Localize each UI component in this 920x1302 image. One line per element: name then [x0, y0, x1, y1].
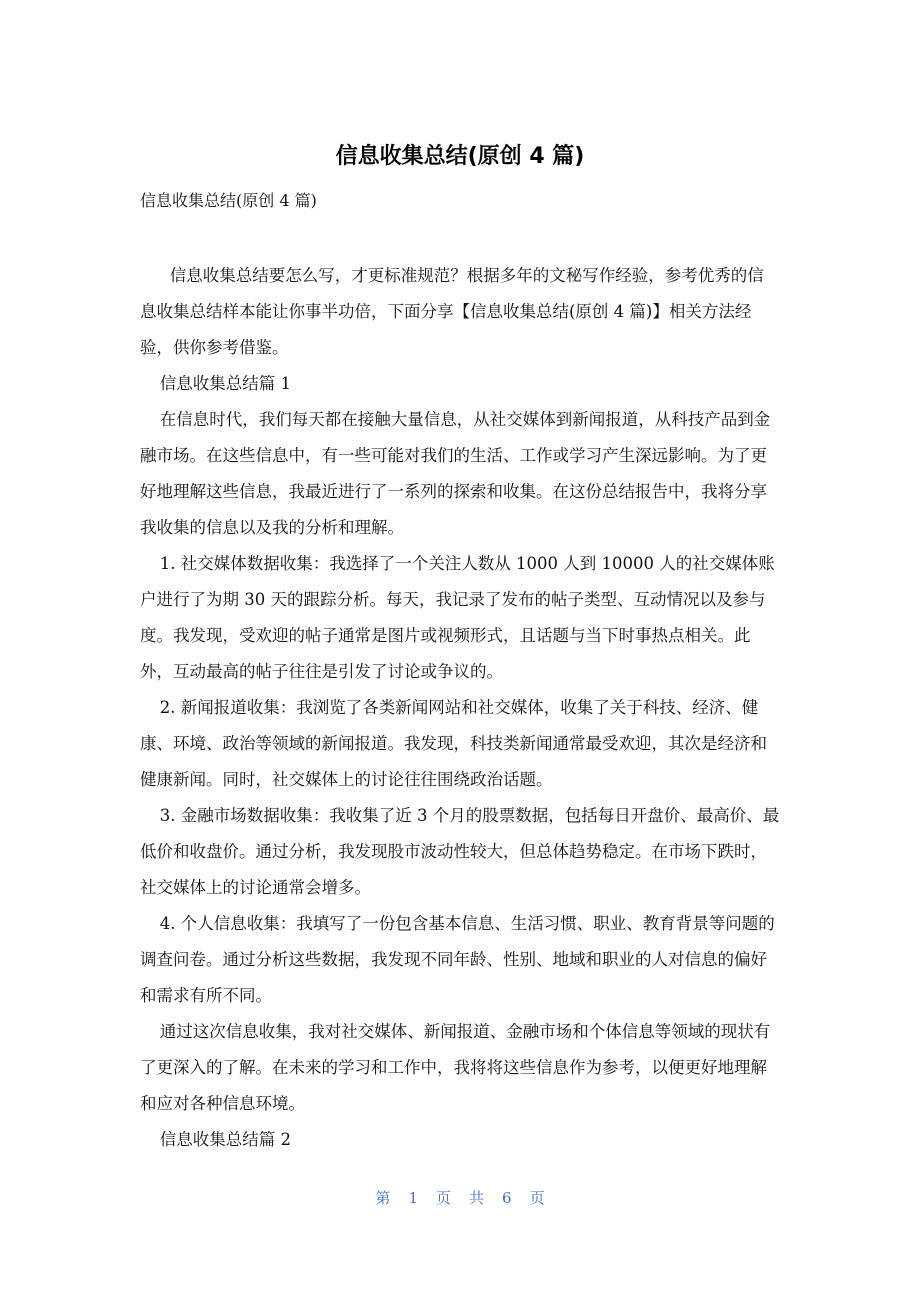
footer-total-pages: 6: [502, 1189, 512, 1207]
footer-total-unit: 页: [529, 1189, 545, 1207]
footer-page-unit: 页: [435, 1189, 451, 1207]
footer-page-number: 1: [408, 1189, 418, 1207]
intro-paragraph: 信息收集总结要怎么写，才更标准规范？根据多年的文秘写作经验，参考优秀的信息收集总结样本能让你事半功倍，下面分享【信息收集总结(原创 4 篇)】相关方法经验，供你参考借鉴。: [140, 266, 764, 357]
list-item-3: 3. 金融市场数据收集：我收集了近 3 个月的股票数据，包括每日开盘价、最高价、最低价和收盘价。通过分析，我发现股市波动性较大，但总体趋势稳定。在市场下跌时，社交媒体上的讨论通常会增多。: [140, 806, 780, 897]
document-body: [140, 258, 780, 1158]
footer-total-label: 共: [469, 1189, 485, 1207]
document-title: 信息收集总结(原创 4 篇): [335, 144, 585, 169]
conclusion-paragraph: 通过这次信息收集，我对社交媒体、新闻报道、金融市场和个体信息等领域的现状有了更深入的了解。在未来的学习和工作中，我将将这些信息作为参考，以便更好地理解和应对各种信息环境。: [140, 1022, 771, 1113]
list-item-2: 2. 新闻报道收集：我浏览了各类新闻网站和社交媒体，收集了关于科技、经济、健康、环境、政治等领域的新闻报道。我发现，科技类新闻通常最受欢迎，其次是经济和健康新闻。同时，社交媒体上的讨论往往围绕政治话题。: [140, 698, 767, 789]
page-footer: [0, 1186, 920, 1210]
footer-page-label: 第: [375, 1189, 391, 1207]
document-subtitle: 信息收集总结(原创 4 篇): [140, 191, 317, 210]
list-item-1: 1. 社交媒体数据收集：我选择了一个关注人数从 1000 人到 10000 人的社交媒体账户进行了为期 30 天的跟踪分析。每天，我记录了发布的帖子类型、互动情况以及参与度。我发现，受欢迎的帖子通常是图片或视频形式，且话题与当下时事热点相关。此外，互动最高的帖子往往是引发了讨论或争议的。: [140, 554, 775, 681]
list-item-4: 4. 个人信息收集：我填写了一份包含基本信息、生活习惯、职业、教育背景等问题的调查问卷。通过分析这些数据，我发现不同年龄、性别、地域和职业的人对信息的偏好和需求有所不同。: [140, 914, 775, 1005]
section-1-heading: 信息收集总结篇 1: [159, 374, 292, 393]
section-2-heading: 信息收集总结篇 2: [159, 1130, 292, 1149]
section-1-paragraph: 在信息时代，我们每天都在接触大量信息，从社交媒体到新闻报道，从科技产品到金融市场。在这些信息中，有一些可能对我们的生活、工作或学习产生深远影响。为了更好地理解这些信息，我最近进行了一系列的探索和收集。在这份总结报告中，我将分享我收集的信息以及我的分析和理解。: [140, 410, 771, 537]
